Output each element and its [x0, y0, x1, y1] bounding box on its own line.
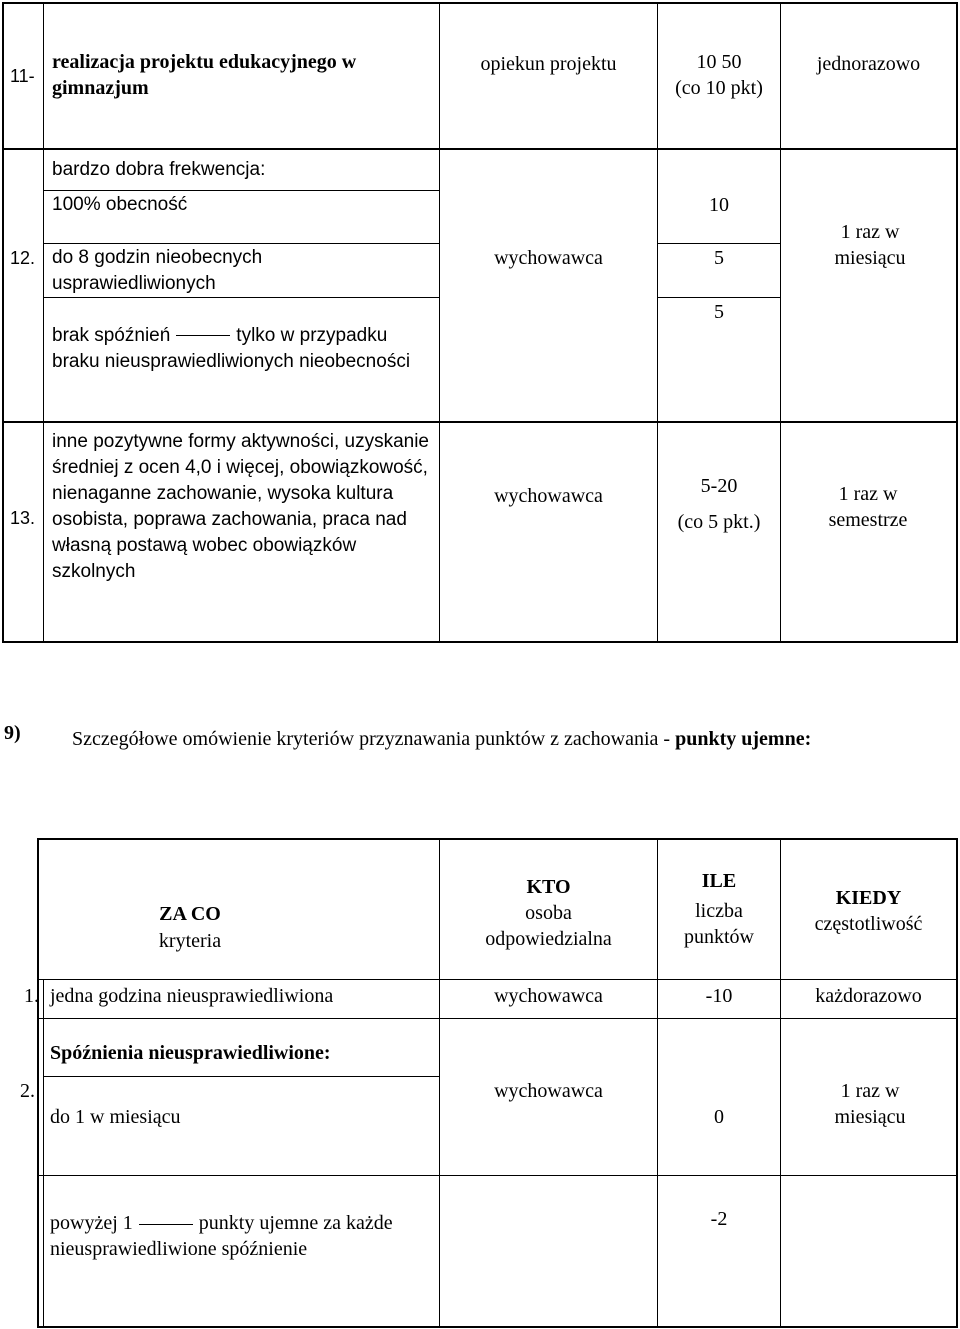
frequency: 1 raz w miesiącu [834, 1080, 906, 1128]
criteria-text: realizacja projektu edukacyjnego w gimnazjum [52, 51, 357, 99]
dash [176, 335, 230, 336]
points-note: (co 5 pkt.) [677, 511, 761, 533]
criteria-sub-item: brak spóźnień tylko w przypadku braku nieusprawiedliwionych nieobecności [52, 325, 411, 372]
criteria-sub-item: powyżej 1 punkty ujemne za każde nieusprawiedliwione spóźnienie [50, 1212, 393, 1260]
criteria-header: Spóźnienia nieusprawiedliwione: [50, 1042, 331, 1064]
criteria-sub-item: 100% obecność [52, 194, 188, 215]
criteria-sub-item: do 8 godzin nieobecnych usprawiedliwionych [52, 247, 263, 294]
points-value: 5 [714, 247, 724, 269]
criteria-text: inne pozytywne formy aktywności, uzyskanie średniej z ocen 4,0 i więcej, obowiązkowość, nienaganne zachowanie, wysoka kultura osobista, poprawa zachowania, praca nad własną postawą wobec obowiązków szkolnych [52, 431, 429, 582]
frequency: 1 raz w miesiącu [834, 221, 906, 269]
points-value: 10 [709, 194, 729, 216]
dash [139, 1224, 193, 1225]
section-text: Szczegółowe omówienie kryteriów przyznawania punktów z zachowania - punkty ujemne: [72, 728, 812, 750]
row-number: 12. [10, 248, 36, 268]
section-number: 9) [4, 722, 21, 744]
column-header-criteria: ZA CO [159, 903, 221, 925]
points-value: -10 [705, 985, 733, 1007]
points-value: -2 [710, 1208, 728, 1230]
points-value: 5-20 [700, 475, 738, 497]
column-header-who: KTO [526, 876, 571, 898]
responsible-person: wychowawca [494, 485, 603, 507]
points-value: 10 50 [696, 51, 742, 73]
responsible-person: wychowawca [494, 247, 603, 269]
row-number: 1. [24, 985, 39, 1007]
points-value: 5 [714, 301, 724, 323]
column-subheader-when: częstotliwość [814, 913, 923, 935]
column-subheader-points: liczba punktów [684, 900, 754, 948]
responsible-person: wychowawca [494, 1080, 603, 1102]
row-number: 13. [10, 508, 36, 528]
frequency: 1 raz w semestrze [828, 483, 908, 531]
criteria-header: bardzo dobra frekwencja: [52, 159, 266, 180]
column-subheader-who: osoba odpowiedzialna [485, 902, 612, 950]
column-header-when: KIEDY [835, 887, 902, 909]
row-number: 11- [10, 66, 35, 86]
criteria-text: jedna godzina nieusprawiedliwiona [50, 985, 334, 1007]
frequency: jednorazowo [816, 53, 921, 75]
points-value: 0 [714, 1106, 724, 1128]
row-number: 2. [20, 1080, 35, 1102]
responsible-person: opiekun projektu [480, 53, 617, 75]
criteria-sub-item: do 1 w miesiącu [50, 1106, 181, 1128]
frequency: każdorazowo [815, 985, 922, 1007]
responsible-person: wychowawca [494, 985, 603, 1007]
column-subheader-criteria: kryteria [158, 930, 222, 952]
points-note: (co 10 pkt) [675, 77, 763, 99]
column-header-points: ILE [701, 870, 737, 892]
